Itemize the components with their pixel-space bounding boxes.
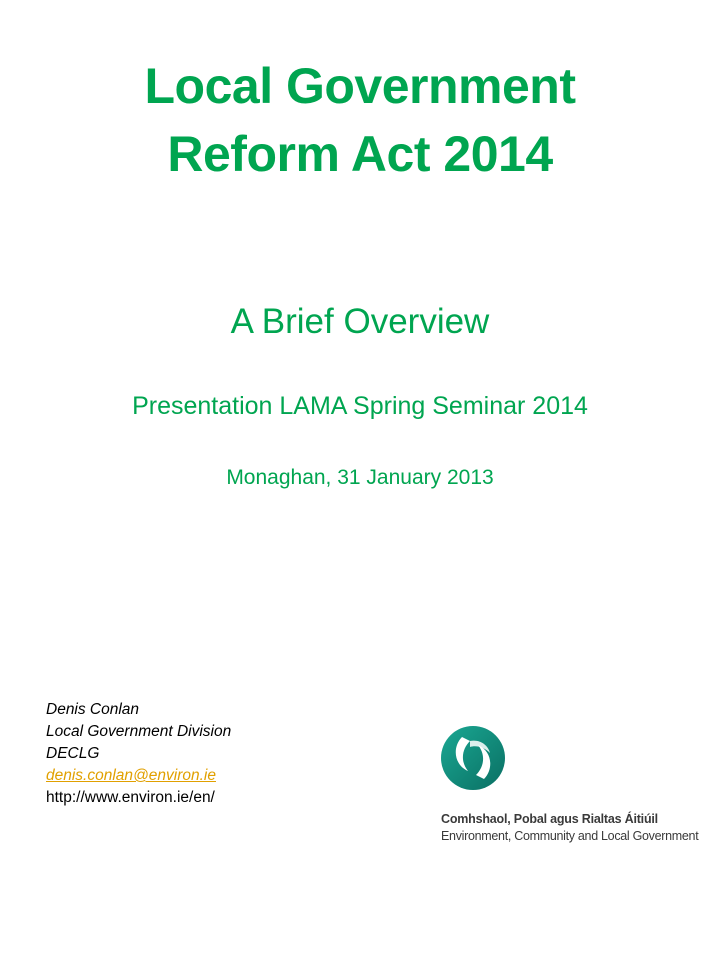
title-line-2: Reform Act 2014 (167, 126, 553, 182)
contact-url[interactable]: http://www.environ.ie/en/ (46, 789, 215, 806)
contact-department: DECLG (46, 745, 100, 762)
title-line-1: Local Government (144, 58, 576, 114)
contact-division: Local Government Division (46, 723, 232, 740)
logo-english-name: Environment, Community and Local Government (441, 829, 699, 843)
presentation-heading: Presentation LAMA Spring Seminar 2014 (132, 392, 588, 420)
logo-irish-name: Comhshaol, Pobal agus Rialtas Áitiúil (441, 812, 658, 826)
contact-block (46, 699, 231, 809)
place-date: Monaghan, 31 January 2013 (226, 466, 494, 489)
contact-email-link[interactable]: denis.conlan@environ.ie (46, 767, 216, 784)
document-title (0, 52, 720, 188)
department-emblem-icon (440, 725, 506, 791)
overview-heading: A Brief Overview (230, 302, 490, 341)
department-logo (440, 725, 715, 855)
contact-name: Denis Conlan (46, 701, 140, 718)
